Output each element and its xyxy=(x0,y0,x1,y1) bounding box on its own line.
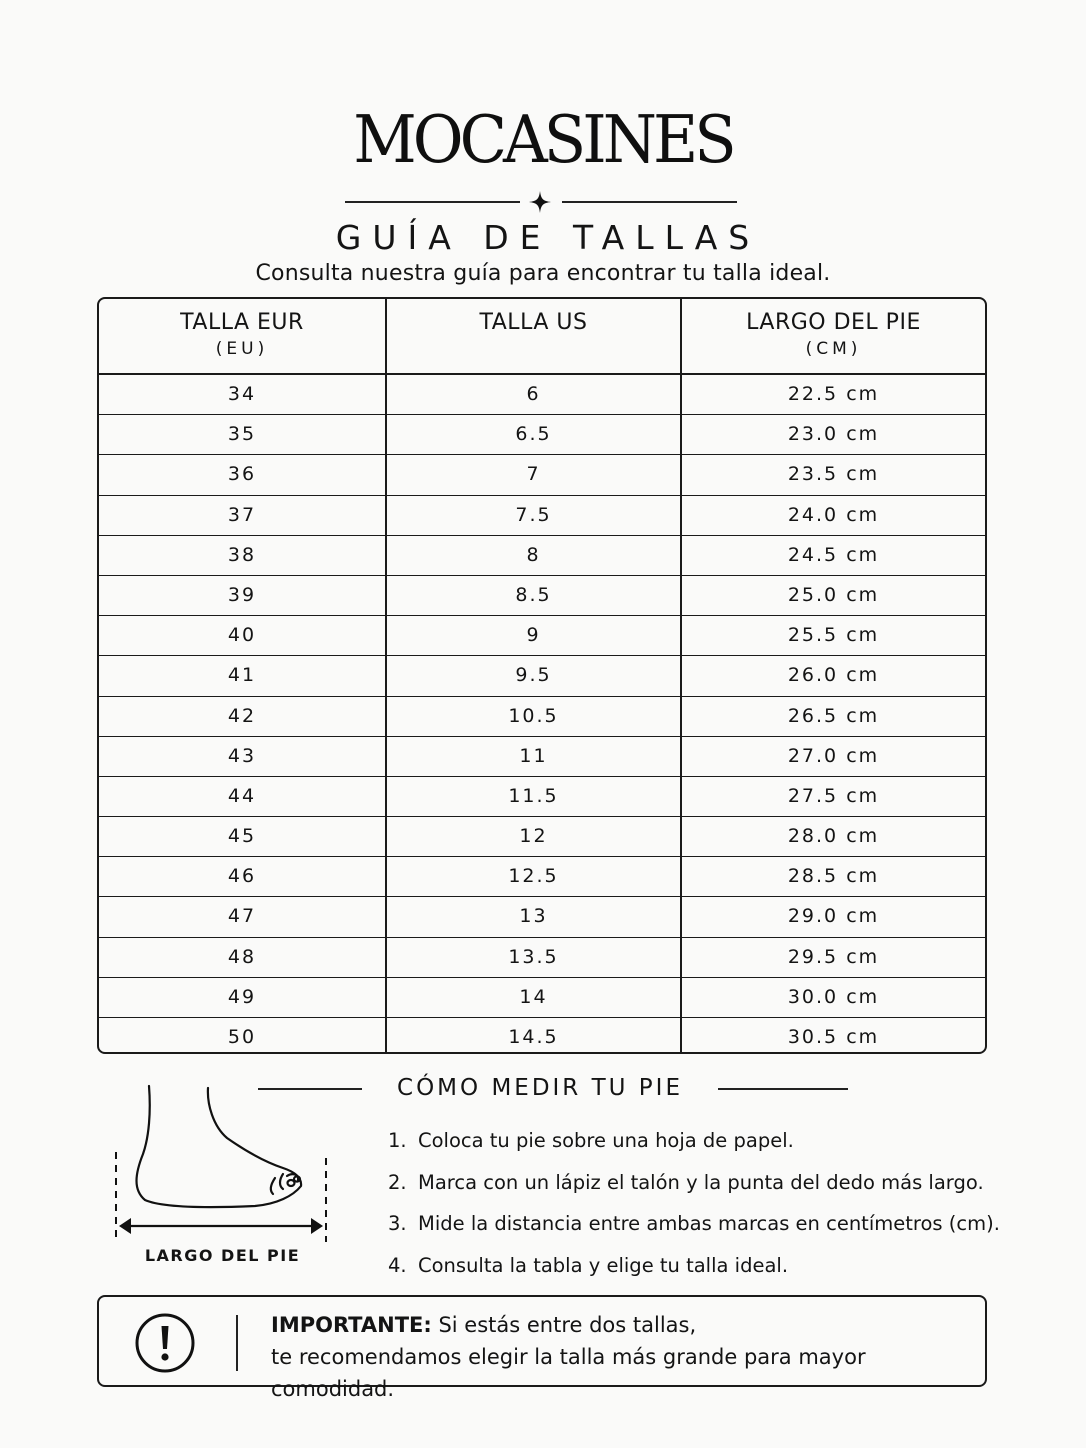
page-tagline: Consulta nuestra guía para encontrar tu talla ideal. xyxy=(255,261,831,286)
cell-foot-length: 26.0 cm xyxy=(787,664,880,687)
cell-eur-size: 34 xyxy=(99,375,387,414)
table-row xyxy=(99,576,985,616)
table-row xyxy=(99,777,985,817)
cell-foot-length: 26.5 cm xyxy=(787,704,880,727)
table-row xyxy=(99,978,985,1018)
column-header-length xyxy=(682,299,985,373)
cell-us-size: 11.5 xyxy=(387,777,682,816)
cell-foot-length: 23.0 cm xyxy=(787,423,880,446)
step-item xyxy=(388,1245,1028,1287)
cell-us-size: 12 xyxy=(387,817,682,856)
cell-eur-size: 43 xyxy=(99,737,387,776)
cell-us-size: 8 xyxy=(387,536,682,575)
cell-us-size: 7.5 xyxy=(387,496,682,535)
column-header-eur xyxy=(99,299,387,373)
section-divider-left xyxy=(258,1088,362,1090)
column-header-sublabel: (EU) xyxy=(215,339,269,359)
step-number: 1. xyxy=(388,1129,407,1153)
table-body xyxy=(99,375,985,1054)
cell-eur-size: 40 xyxy=(99,616,387,655)
table-row xyxy=(99,1018,985,1054)
step-item xyxy=(388,1120,1028,1162)
cell-foot-length: 25.0 cm xyxy=(787,583,880,606)
column-header-sublabel: (CM) xyxy=(805,339,862,359)
foot-measure-illustration xyxy=(105,1082,335,1242)
cell-foot-length: 27.5 cm xyxy=(787,784,880,807)
cell-foot-length: 29.0 cm xyxy=(787,905,880,928)
table-row xyxy=(99,455,985,495)
column-header-label: LARGO DEL PIE xyxy=(746,310,921,335)
step-item xyxy=(388,1203,1028,1245)
cell-us-size: 13.5 xyxy=(387,938,682,977)
notice-separator xyxy=(236,1315,238,1371)
cell-us-size: 12.5 xyxy=(387,857,682,896)
column-header-label: TALLA EUR xyxy=(180,310,304,335)
cell-foot-length: 29.5 cm xyxy=(787,945,880,968)
cell-eur-size: 50 xyxy=(99,1018,387,1054)
section-divider-right xyxy=(718,1088,848,1090)
cell-us-size: 9.5 xyxy=(387,656,682,695)
table-row xyxy=(99,817,985,857)
how-to-measure-title: CÓMO MEDIR TU PIE xyxy=(397,1075,683,1101)
foot-length-label: LARGO DEL PIE xyxy=(144,1246,301,1265)
cell-foot-length: 24.0 cm xyxy=(787,503,880,526)
step-text: Consulta la tabla y elige tu talla ideal. xyxy=(418,1253,789,1277)
cell-eur-size: 46 xyxy=(99,857,387,896)
table-row xyxy=(99,857,985,897)
cell-us-size: 14.5 xyxy=(387,1018,682,1054)
cell-us-size: 7 xyxy=(387,455,682,494)
table-row xyxy=(99,536,985,576)
column-header-us xyxy=(387,299,682,373)
cell-eur-size: 41 xyxy=(99,656,387,695)
cell-foot-length: 28.5 cm xyxy=(787,865,880,888)
table-row xyxy=(99,375,985,415)
table-row xyxy=(99,616,985,656)
cell-eur-size: 37 xyxy=(99,496,387,535)
table-row xyxy=(99,496,985,536)
cell-eur-size: 44 xyxy=(99,777,387,816)
cell-eur-size: 36 xyxy=(99,455,387,494)
sparkle-icon xyxy=(528,190,552,214)
size-table xyxy=(97,297,987,1054)
table-row xyxy=(99,938,985,978)
table-row xyxy=(99,415,985,455)
cell-foot-length: 27.0 cm xyxy=(787,744,880,767)
cell-eur-size: 38 xyxy=(99,536,387,575)
step-number: 3. xyxy=(388,1212,407,1236)
exclamation-circle-icon xyxy=(135,1313,195,1373)
cell-us-size: 13 xyxy=(387,897,682,936)
table-row xyxy=(99,656,985,696)
notice-text xyxy=(271,1309,985,1405)
cell-eur-size: 47 xyxy=(99,897,387,936)
notice-line-1: Si estás entre dos tallas, xyxy=(431,1313,697,1337)
cell-eur-size: 35 xyxy=(99,415,387,454)
step-text: Marca con un lápiz el talón y la punta del dedo más largo. xyxy=(418,1170,984,1194)
cell-us-size: 6.5 xyxy=(387,415,682,454)
step-item xyxy=(388,1162,1028,1204)
cell-eur-size: 49 xyxy=(99,978,387,1017)
title-divider-left xyxy=(345,201,520,203)
step-text: Mide la distancia entre ambas marcas en centímetros (cm). xyxy=(418,1212,1000,1236)
step-text: Coloca tu pie sobre una hoja de papel. xyxy=(418,1129,794,1153)
column-header-label: TALLA US xyxy=(479,310,588,335)
cell-us-size: 8.5 xyxy=(387,576,682,615)
cell-foot-length: 24.5 cm xyxy=(787,543,880,566)
step-number: 4. xyxy=(388,1253,407,1277)
table-row xyxy=(99,697,985,737)
page-title: MOCASINES xyxy=(353,101,733,178)
cell-eur-size: 39 xyxy=(99,576,387,615)
cell-eur-size: 45 xyxy=(99,817,387,856)
page-subtitle: GUÍA DE TALLAS xyxy=(335,218,761,257)
cell-us-size: 6 xyxy=(387,375,682,414)
notice-label: IMPORTANTE: xyxy=(271,1313,432,1337)
cell-foot-length: 23.5 cm xyxy=(787,463,880,486)
title-divider-right xyxy=(562,201,737,203)
measure-steps xyxy=(388,1120,1028,1286)
table-row xyxy=(99,737,985,777)
cell-foot-length: 30.0 cm xyxy=(787,985,880,1008)
cell-us-size: 10.5 xyxy=(387,697,682,736)
important-notice xyxy=(97,1295,987,1401)
cell-us-size: 11 xyxy=(387,737,682,776)
cell-eur-size: 42 xyxy=(99,697,387,736)
cell-foot-length: 30.5 cm xyxy=(787,1026,880,1048)
cell-foot-length: 22.5 cm xyxy=(787,383,880,405)
table-header xyxy=(99,299,985,375)
cell-foot-length: 28.0 cm xyxy=(787,825,880,848)
cell-us-size: 14 xyxy=(387,978,682,1017)
notice-line-2: te recomendamos elegir la talla más grande para mayor comodidad. xyxy=(271,1345,866,1401)
cell-eur-size: 48 xyxy=(99,938,387,977)
cell-foot-length: 25.5 cm xyxy=(787,624,880,647)
step-number: 2. xyxy=(388,1170,407,1194)
table-row xyxy=(99,897,985,937)
cell-us-size: 9 xyxy=(387,616,682,655)
